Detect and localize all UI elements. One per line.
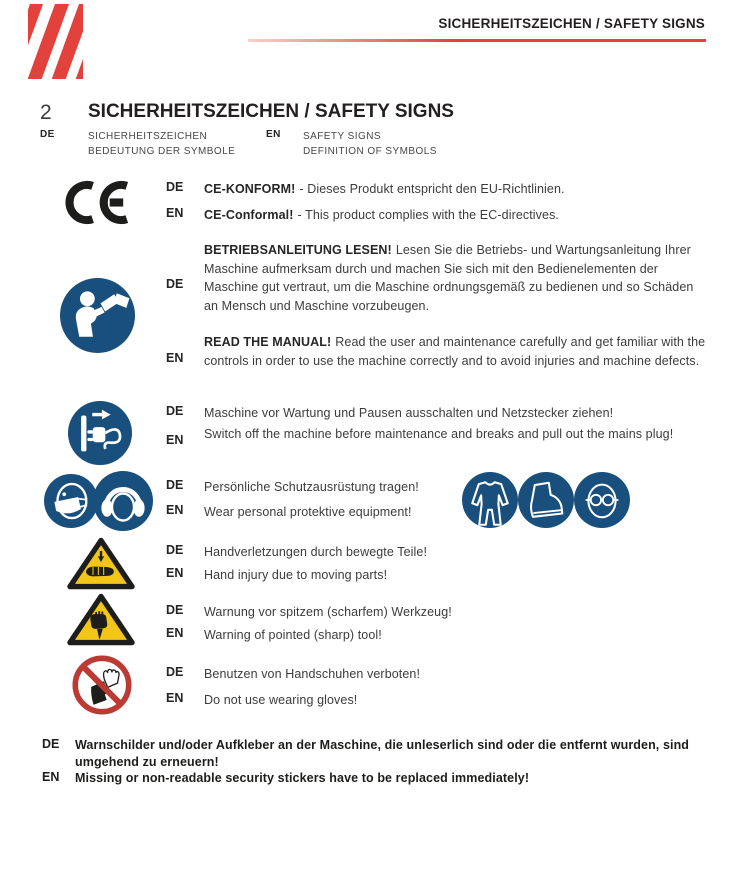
section-number: 2 (40, 101, 52, 124)
ce-de-label: DE (166, 180, 184, 194)
wear-mask-icon (44, 474, 98, 528)
manual-en-bold: READ THE MANUAL! (204, 335, 332, 349)
subheader-en-text (303, 129, 437, 159)
manual-en-rest: Read the user and maintenance carefully and get familiar with the controls in order to use the machine correctly and to avoid injuries and machine defects. (204, 335, 706, 368)
wear-safety-goggles-icon (574, 472, 630, 528)
disconnect-mains-plug-icon (68, 401, 132, 465)
manual-de-rest: Lesen Sie die Betriebs- und Wartungsanleitung Ihrer Maschine aufmerksam durch und machen Sie sich mit den Bedienelementen der Maschine gut vertraut, um die Maschine ordnungsgemäß zu bedienen und so Schäden an Mensch und Maschine vorzubeugen. (204, 243, 694, 313)
sharp-tool-en-label: EN (166, 626, 184, 640)
unplug-en-text: Switch off the machine before maintenance and breaks and pull out the mains plug! (204, 427, 674, 441)
manual-de-text (204, 241, 709, 315)
footer-en-text: Missing or non-readable security stickers have to be replaced immediately! (75, 771, 530, 785)
warning-sharp-tool-icon (66, 592, 136, 647)
subheader-en-label: EN (266, 129, 281, 140)
no-gloves-de-label: DE (166, 665, 184, 679)
ce-de-text (204, 180, 709, 198)
header-rule (248, 39, 706, 42)
page-title: SICHERHEITSZEICHEN / SAFETY SIGNS (88, 101, 454, 122)
footer-de-label: DE (42, 737, 60, 751)
manual-de-label: DE (166, 277, 184, 291)
no-gloves-de-text: Benutzen von Handschuhen verboten! (204, 667, 421, 681)
wear-safety-boots-icon (518, 472, 574, 528)
ce-en-label: EN (166, 206, 184, 220)
no-gloves-icon (72, 655, 132, 715)
no-gloves-en-text: Do not use wearing gloves! (204, 693, 358, 707)
ppe-en-label: EN (166, 503, 184, 517)
hand-injury-de-text: Handverletzungen durch bewegte Teile! (204, 545, 428, 559)
unplug-de-label: DE (166, 404, 184, 418)
ce-en-rest: - This product complies with the EC-directives. (297, 208, 560, 222)
subheader-de-text (88, 129, 235, 159)
read-manual-icon (60, 278, 135, 353)
hand-injury-en-label: EN (166, 566, 184, 580)
manual-de-bold: BETRIEBSANLEITUNG LESEN! (204, 243, 392, 257)
ce-de-rest: - Dieses Produkt entspricht den EU-Richtlinien. (299, 182, 565, 196)
sharp-tool-de-label: DE (166, 603, 184, 617)
ce-en-bold: CE-Conformal! (204, 208, 294, 222)
subheader-en-line2: DEFINITION OF SYMBOLS (303, 146, 437, 157)
unplug-de-text: Maschine vor Wartung und Pausen ausschalten und Netzstecker ziehen! (204, 406, 614, 420)
wear-protective-clothing-icon (462, 472, 518, 528)
ce-de-bold: CE-KONFORM! (204, 182, 296, 196)
ce-mark-icon (62, 179, 134, 226)
footer-en-label: EN (42, 770, 60, 784)
ppe-de-label: DE (166, 478, 184, 492)
subheader-en-line1: SAFETY SIGNS (303, 131, 382, 142)
ce-en-text (204, 206, 709, 224)
manual-en-text (204, 333, 709, 370)
subheader-de-line2: BEDEUTUNG DER SYMBOLE (88, 146, 236, 157)
brand-stripes-logo-icon (28, 4, 83, 79)
no-gloves-en-label: EN (166, 691, 184, 705)
ppe-de-text: Persönliche Schutzausrüstung tragen! (204, 480, 419, 494)
sharp-tool-en-text: Warning of pointed (sharp) tool! (204, 628, 382, 642)
wear-ear-protection-icon (93, 471, 153, 531)
warning-hand-injury-icon (66, 536, 136, 591)
hand-injury-en-text: Hand injury due to moving parts! (204, 568, 388, 582)
unplug-en-label: EN (166, 433, 184, 447)
running-header-title: SICHERHEITSZEICHEN / SAFETY SIGNS (438, 16, 705, 31)
footer-de-text: Warnschilder und/oder Aufkleber an der Maschine, die unleserlich sind oder die entfernt wurden, sind umgehend zu erneuern! (75, 738, 690, 769)
sharp-tool-de-text: Warnung vor spitzem (scharfem) Werkzeug! (204, 605, 452, 619)
subheader-de-line1: SICHERHEITSZEICHEN (88, 131, 208, 142)
subheader-de-label: DE (40, 129, 55, 140)
manual-en-label: EN (166, 351, 184, 365)
ppe-en-text: Wear personal protektive equipment! (204, 505, 412, 519)
hand-injury-de-label: DE (166, 543, 184, 557)
